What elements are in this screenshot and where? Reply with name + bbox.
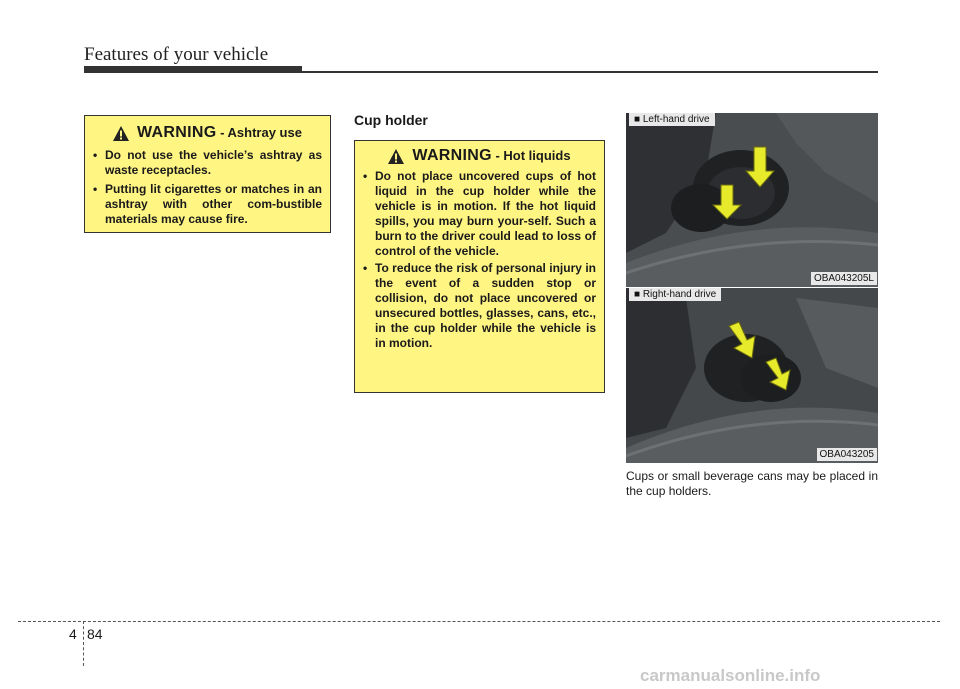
footer-divider — [83, 621, 84, 666]
cup-holder-illustration — [626, 288, 878, 463]
warning-subtitle: - Hot liquids — [491, 148, 571, 163]
warning-triangle-icon — [388, 149, 404, 164]
section-title: Cup holder — [354, 112, 428, 128]
warning-subtitle: - Ashtray use — [216, 125, 302, 140]
footer-rule — [18, 621, 940, 622]
warning-ashtray-list — [93, 148, 322, 227]
list-item: • Putting lit cigarettes or matches in an ashtray with other com-bustible materials may cause fire. — [93, 182, 322, 227]
warning-ashtray-heading — [93, 124, 322, 142]
warning-triangle-icon — [113, 126, 129, 141]
photo-label: ■ Right-hand drive — [629, 288, 721, 301]
list-item: • Do not place uncovered cups of hot liquid in the cup holder while the vehicle is in motion. If the hot liquid spills, you may burn your-self. Such a burn to the driver could lead to loss of control of the vehicle. — [363, 169, 596, 259]
list-item: • Do not use the vehicle’s ashtray as waste receptacles. — [93, 148, 322, 178]
page-header-title: Features of your vehicle — [84, 44, 269, 65]
warning-ashtray-box — [84, 115, 331, 233]
cup-holder-description: Cups or small beverage cans may be placed in the cup holders. — [626, 469, 878, 498]
cup-holder-illustration — [626, 113, 878, 287]
photo-code: OBA043205L — [811, 272, 877, 285]
cup-holder-photo-left-hand-drive — [626, 113, 878, 287]
warning-word: WARNING — [412, 147, 492, 164]
warning-word: WARNING — [137, 124, 217, 141]
warning-hot-liquids-box — [354, 140, 605, 393]
watermark: carmanualsonline.info — [640, 666, 821, 685]
photo-code: OBA043205 — [817, 448, 878, 461]
footer-chapter-number: 4 — [69, 626, 77, 642]
footer-page-number: 84 — [87, 626, 103, 642]
warning-hot-heading — [363, 147, 596, 165]
header-rule — [84, 71, 878, 73]
photo-label: ■ Left-hand drive — [629, 113, 715, 126]
warning-hot-list — [363, 169, 596, 351]
list-item: • To reduce the risk of personal injury in the event of a sudden stop or collision, do not place uncovered or unsecured bottles, glasses, cans, etc., in the cup holder while the vehicle is in motion. — [363, 261, 596, 351]
cup-holder-photo-right-hand-drive — [626, 288, 878, 463]
